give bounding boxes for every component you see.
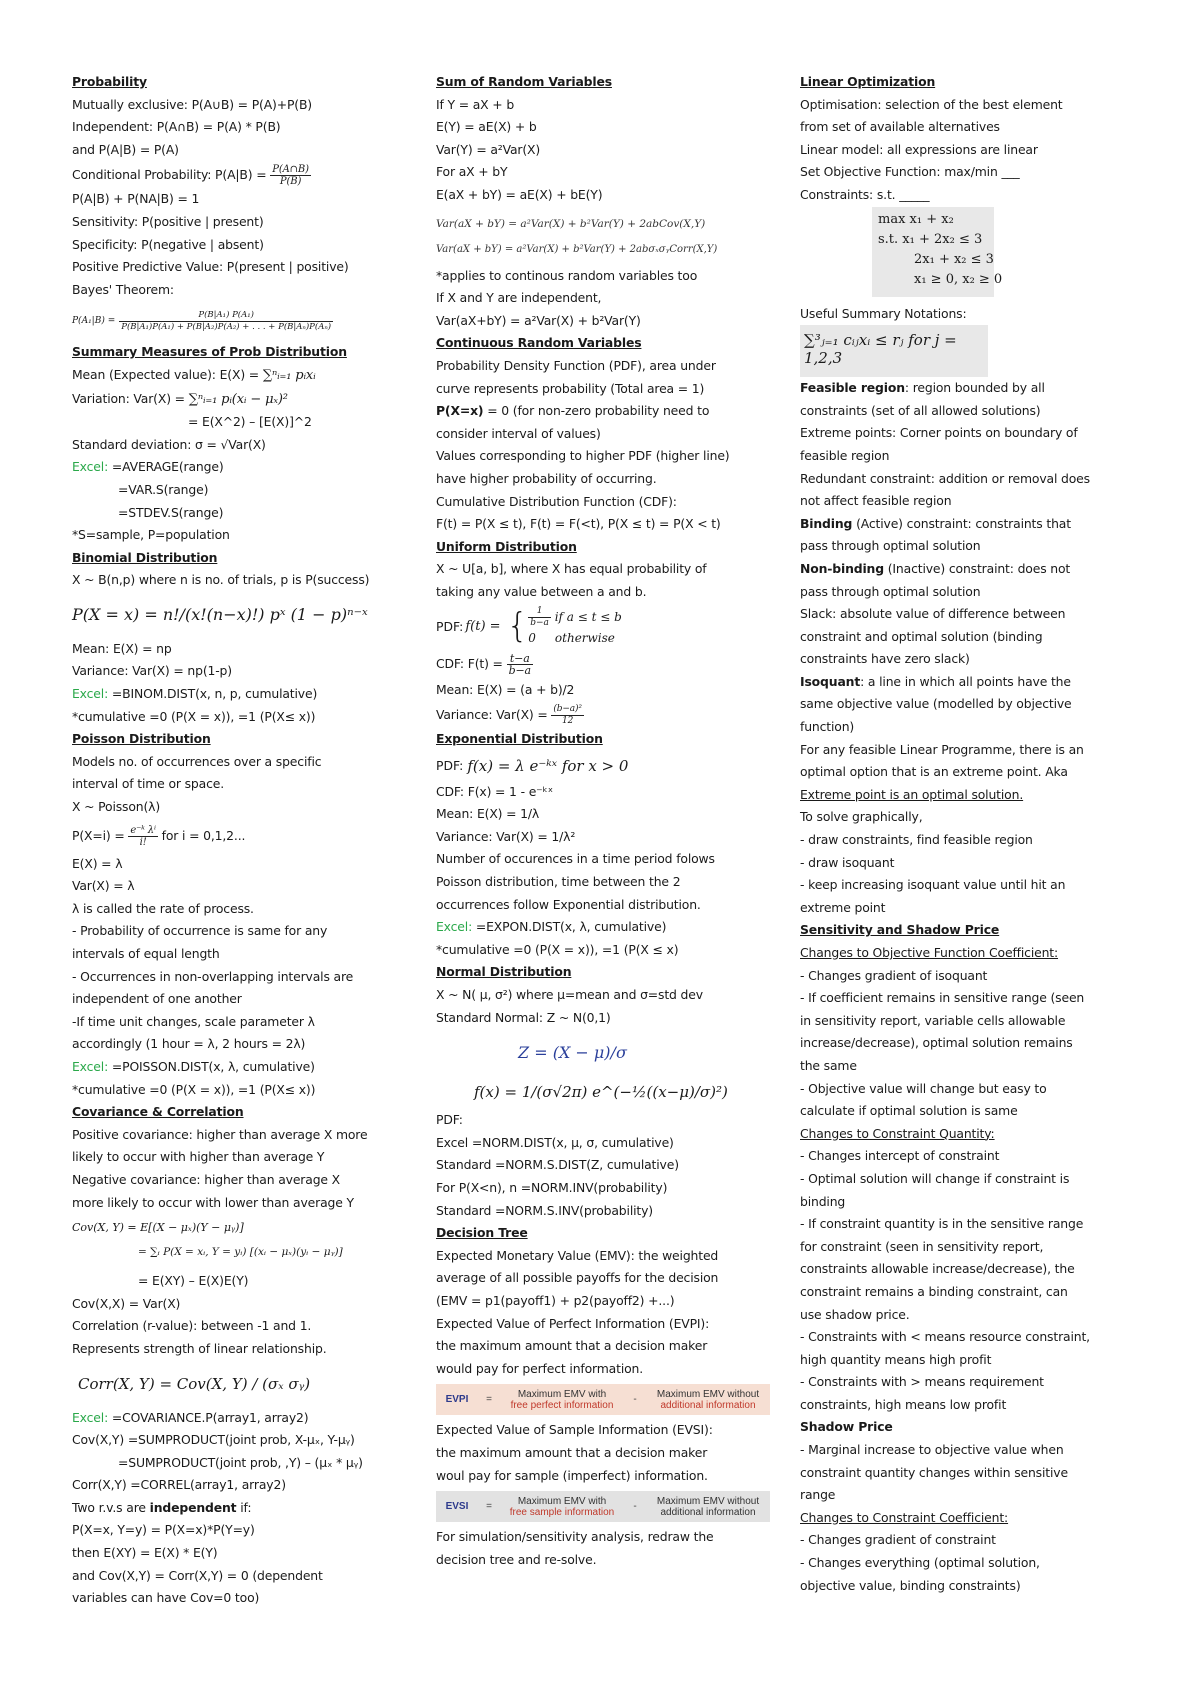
text-line: Independent: P(A∩B) = P(A) * P(B) (72, 119, 281, 135)
text: PDF: (436, 758, 464, 774)
numerator: t−a (507, 653, 533, 665)
text-line: Represents strength of linear relationship. (72, 1340, 327, 1356)
text-line: Standard =NORM.S.INV(probability) (436, 1202, 653, 1218)
emv-without-info (646, 1496, 770, 1518)
text-line: pass through optimal solution (800, 538, 981, 554)
text-line: - Occurrences in non-overlapping intervals are (72, 968, 354, 984)
text: : region bounded by all (904, 380, 1045, 396)
text-line: - draw constraints, find feasible region (800, 832, 1033, 848)
formula: P(X = x) = n!/(x!(n−x)!) pˣ (1 − p)ⁿ⁻ˣ (72, 605, 368, 625)
variance-sum-formula (436, 207, 781, 265)
numerator: P(B|A₁) P(A₁) (119, 310, 333, 322)
text-line: Corr(X,Y) =CORREL(array1, array2) (72, 1477, 286, 1493)
text-line: Negative covariance: higher than average X (72, 1171, 341, 1187)
formula: ∑ⁿᵢ₌₁ pᵢxᵢ (262, 367, 316, 383)
text-line: pass through optimal solution (800, 583, 981, 599)
fraction (551, 704, 583, 727)
text-line (72, 1407, 417, 1430)
text-line: Expected Value of Perfect Information (EVPI): (436, 1315, 710, 1331)
text-line: and P(A|B) = P(A) (72, 141, 179, 157)
text-line: If X and Y are independent, (436, 290, 602, 306)
text-line: Extreme point is an optimal solution. (800, 786, 1024, 802)
formula: Z = (X − μ)/σ (518, 1042, 627, 1062)
text-line (800, 558, 1145, 581)
text-line: Var(X) = λ (72, 878, 135, 894)
text-line: intervals of equal length (72, 946, 220, 961)
text-line: *applies to continous random variables too (436, 267, 698, 283)
heading-poisson: Poisson Distribution (72, 731, 211, 747)
text-line: Expected Value of Sample Information (EVSI): (436, 1422, 713, 1438)
formula: ∑³ⱼ₌₁ cᵢⱼxᵢ ≤ rⱼ for j = 1,2,3 (804, 331, 957, 368)
emv-with-info (500, 1389, 624, 1411)
text: CDF: F(t) = (436, 656, 507, 672)
text: P(X=i) = (72, 827, 129, 843)
text-line: - Changes gradient of constraint (800, 1532, 996, 1548)
text-line: Models no. of occurrences over a specific (72, 753, 322, 769)
cell-line: additional information (660, 1399, 756, 1411)
poisson-pmf-line (72, 819, 417, 853)
cell-line: free perfect information (510, 1399, 614, 1411)
text: if: (236, 1499, 252, 1515)
evpi-formula (436, 1384, 770, 1415)
numerator: 1 (528, 606, 551, 618)
text-line: If Y = aX + b (436, 96, 515, 112)
text-line: and Cov(X,Y) = Corr(X,Y) = 0 (dependent (72, 1567, 323, 1583)
fraction (128, 825, 157, 848)
text-line: then E(XY) = E(X) * E(Y) (72, 1545, 218, 1561)
text-line (72, 1056, 417, 1079)
heading-exponential: Exponential Distribution (436, 731, 603, 747)
text: (Active) constraint: constraints that (852, 515, 1071, 531)
text: = 0 (for non-zero probability need to (483, 403, 710, 419)
text-line: high quantity means high profit (800, 1351, 992, 1367)
binomial-formula (72, 592, 417, 638)
text: : a line in which all points have the (860, 673, 1071, 689)
text-line: Cov(X,Y) =SUMPRODUCT(joint prob, X-μₓ, Y-μᵧ) (72, 1432, 355, 1448)
subheading-objective-coefficient: Changes to Objective Function Coefficient: (800, 945, 1059, 960)
heading-decision-tree: Decision Tree (436, 1225, 528, 1241)
lp-constraint: x₁ ≥ 0, x₂ ≥ 0 (914, 271, 1003, 287)
text-line: woul pay for sample (imperfect) information. (436, 1467, 708, 1483)
emphasis: independent (149, 1499, 237, 1515)
text-line (436, 400, 781, 423)
text-line: λ is called the rate of process. (72, 900, 254, 916)
text: Mean (Expected value): E(X) = (72, 366, 263, 382)
text-line: Mutually exclusive: P(A∪B) = P(A)+P(B) (72, 96, 312, 112)
formula: f(x) = λ e⁻ᵏˣ for x > 0 (467, 756, 629, 775)
text-line: Specificity: P(negative | absent) (72, 236, 264, 252)
text-line: - If coefficient remains in sensitive range (seen (800, 990, 1085, 1006)
heading-uniform: Uniform Distribution (436, 538, 577, 554)
text: Variance: Var(X) = (436, 707, 552, 723)
excel-label: Excel: (72, 1058, 109, 1074)
text: =BINOM.DIST(x, n, p, cumulative) (108, 686, 318, 702)
heading-sensitivity: Sensitivity and Shadow Price (800, 922, 1000, 938)
lp-constraint: s.t. x₁ + 2x₂ ≤ 3 (878, 231, 983, 247)
subheading-constraint-quantity: Changes to Constraint Quantity: (800, 1125, 995, 1141)
text-line: in sensitivity report, variable cells allowable (800, 1012, 1066, 1028)
text-line: *cumulative =0 (P(X = x)), =1 (P(X ≤ x) (436, 941, 679, 957)
text-line: Cumulative Distribution Function (CDF): (436, 493, 677, 509)
text-line: constraints have zero slack) (800, 651, 970, 667)
heading-linear-optimization: Linear Optimization (800, 74, 936, 89)
correlation-formula (72, 1361, 417, 1407)
text-line: (EMV = p1(payoff1) + p2(payoff2) +...) (436, 1292, 675, 1308)
text-line: = E(XY) – E(X)E(Y) (138, 1273, 249, 1289)
text: Variation: Var(X) = (72, 390, 189, 406)
text-line: use shadow price. (800, 1306, 910, 1322)
text-line: feasible region (800, 447, 890, 463)
text-line: - keep increasing isoquant value until hit an (800, 877, 1066, 893)
text-line: X ~ U[a, b], where X has equal probability of (436, 561, 707, 577)
column-2 (436, 71, 781, 1571)
text-line: accordingly (1 hour = λ, 2 hours = 2λ) (72, 1036, 306, 1052)
text-line: decision tree and re-solve. (436, 1551, 597, 1567)
cases (528, 606, 622, 647)
text-line: consider interval of values) (436, 425, 601, 441)
text-line: Mean: E(X) = np (72, 640, 172, 656)
text-line: variables can have Cov=0 too) (72, 1590, 260, 1606)
exponential-pdf (436, 751, 781, 781)
emv-with-info (500, 1496, 624, 1518)
text-line: Expected Monetary Value (EMV): the weighted (436, 1247, 719, 1263)
text-line: Optimisation: selection of the best element (800, 96, 1063, 112)
minus-sign: - (633, 1501, 637, 1513)
text: PDF: (436, 618, 464, 634)
text-line: Var(aX+bY) = a²Var(X) + b²Var(Y) (436, 312, 641, 328)
text-line (800, 377, 1145, 400)
emv-without-info (646, 1389, 770, 1411)
text-line: = E(X^2) – [E(X)]^2 (188, 414, 312, 430)
text-line: Values corresponding to higher PDF (higher line) (436, 448, 730, 464)
text-line: E(X) = λ (72, 855, 123, 871)
text-line: Standard deviation: σ = √Var(X) (72, 436, 266, 452)
covariance-formula (72, 1214, 417, 1270)
summary-notation-box (800, 325, 988, 377)
text-line: Bayes' Theorem: (72, 281, 174, 297)
text-line: Correlation (r-value): between -1 and 1. (72, 1318, 312, 1334)
text-line: - draw isoquant (800, 854, 895, 870)
text-line: =SUMPRODUCT(joint prob, ,Y) – (μₓ * μᵧ) (118, 1454, 363, 1470)
denominator: b−a (508, 664, 531, 678)
evsi-label: EVSI (445, 1501, 469, 1513)
text: for i = 0,1,2... (157, 827, 246, 843)
text-line: average of all possible payoffs for the decision (436, 1270, 719, 1286)
excel-label: Excel: (72, 459, 109, 475)
text-line: E(Y) = aE(X) + b (436, 119, 537, 135)
text-line: Variance: Var(X) = np(1-p) (72, 663, 232, 679)
emphasis: Isoquant (800, 673, 861, 689)
text-line: Mean: E(X) = 1/λ (436, 806, 540, 822)
cell-line: Maximum EMV with (517, 1388, 607, 1400)
text-line: Standard =NORM.S.DIST(Z, cumulative) (436, 1157, 679, 1173)
text-line: independent of one another (72, 991, 242, 1007)
text-line: function) (800, 719, 855, 735)
excel-label: Excel: (72, 1409, 109, 1425)
text-line: For any feasible Linear Programme, there is an (800, 741, 1084, 757)
evsi-formula (436, 1491, 770, 1522)
text-line: Set Objective Function: max/min ___ (800, 164, 1020, 180)
text-line: X ~ Poisson(λ) (72, 799, 161, 815)
text-line: constraint remains a binding constraint, can (800, 1283, 1068, 1299)
formula: ∑ⁿᵢ₌₁ pᵢ(xᵢ − μₓ)² (188, 391, 288, 407)
excel-label: Excel: (436, 919, 473, 935)
fraction (270, 164, 311, 187)
equals-sign: = (486, 1501, 492, 1513)
text-line: occurrences follow Exponential distribution. (436, 896, 701, 912)
text-line (72, 388, 417, 412)
emphasis: Binding (800, 515, 853, 531)
normal-pdf-formula (436, 1075, 781, 1109)
text-line: =VAR.S(range) (118, 481, 209, 497)
text-line (436, 916, 781, 939)
formula-line: Var(aX + bY) = a²Var(X) + b²Var(Y) + 2abCov(X,Y) (436, 217, 706, 230)
formula: f(t) = (465, 618, 501, 634)
text-line: Positive covariance: higher than average X more (72, 1126, 368, 1142)
text-line: the same (800, 1057, 857, 1073)
text-line: *cumulative =0 (P(X = x)), =1 (P(X≤ x)) (72, 708, 316, 724)
denominator: 12 (562, 716, 574, 727)
fraction (528, 606, 551, 629)
text-line: - Constraints with > means requirement (800, 1374, 1044, 1390)
case: 0 otherwise (528, 630, 615, 645)
lp-example-box (872, 207, 1003, 297)
heading-binomial: Binomial Distribution (72, 549, 218, 565)
heading-covariance: Covariance & Correlation (72, 1104, 244, 1120)
conditional-probability-line (72, 161, 417, 188)
text-line (72, 1497, 417, 1520)
text-line: - Optimal solution will change if constraint is (800, 1170, 1070, 1186)
text-line (72, 364, 417, 388)
text-line: increase/decrease), optimal solution remains (800, 1035, 1073, 1051)
text-line: - Objective value will change but easy to (800, 1080, 1047, 1096)
column-3 (800, 71, 1145, 1597)
text: =COVARIANCE.P(array1, array2) (108, 1409, 309, 1425)
text-line: not affect feasible region (800, 493, 952, 509)
lp-objective: max x₁ + x₂ (878, 211, 954, 227)
minus-sign: - (633, 1394, 637, 1406)
equals-sign: = (486, 1394, 492, 1406)
text: =EXPON.DIST(x, λ, cumulative) (472, 919, 667, 935)
text-line (72, 456, 417, 479)
cell-line: additional information (660, 1506, 756, 1518)
subheading-constraint-coefficient: Changes to Constraint Coefficient: (800, 1509, 1009, 1525)
text-line: would pay for perfect information. (436, 1360, 644, 1376)
column-1 (72, 71, 417, 1610)
text-line: the maximum amount that a decision maker (436, 1338, 708, 1354)
text-line: binding (800, 1193, 846, 1209)
text-line: constraint and optimal solution (binding (800, 628, 1043, 644)
numerator: P(A∩B) (272, 164, 309, 176)
bayes-fraction (119, 310, 333, 333)
text: =AVERAGE(range) (108, 459, 224, 475)
text-line: X ~ B(n,p) where n is no. of trials, p is P(success) (72, 572, 370, 588)
text-line: Cov(X,X) = Var(X) (72, 1295, 181, 1311)
text-line: Number of occurences in a time period folows (436, 851, 715, 867)
formula-line: Cov(X, Y) = E[(X − μₓ)(Y − μᵧ)] (72, 1221, 244, 1235)
cdf-line (436, 649, 781, 679)
numerator: e⁻ᵏ λⁱ (130, 824, 156, 836)
text-line: Slack: absolute value of difference between (800, 606, 1066, 622)
text-line: Linear model: all expressions are linear (800, 141, 1038, 157)
heading-probability: Probability (72, 74, 147, 89)
text-line: PDF: (436, 1112, 463, 1128)
heading-normal: Normal Distribution (436, 964, 572, 980)
emphasis: P(X=x) (436, 403, 484, 419)
text-line: more likely to occur with lower than average Y (72, 1194, 354, 1210)
heading-continuous: Continuous Random Variables (436, 335, 642, 351)
formula: Corr(X, Y) = Cov(X, Y) / (σₓ σᵧ) (78, 1374, 311, 1393)
text-line: constraint quantity changes within sensitive (800, 1464, 1068, 1480)
text-line: Positive Predictive Value: P(present | positive) (72, 259, 349, 275)
text-line: *S=sample, P=population (72, 527, 230, 543)
denominator: b−a (530, 617, 549, 628)
fraction (507, 653, 533, 676)
text-line: E(aX + bY) = aE(X) + bE(Y) (436, 186, 603, 202)
text-line: CDF: F(x) = 1 - e⁻ᵏˣ (436, 783, 554, 799)
text-line: taking any value between a and b. (436, 583, 647, 599)
text-line: For P(X<n), n =NORM.INV(probability) (436, 1179, 668, 1195)
text-line: same objective value (modelled by objective (800, 696, 1072, 712)
text-line: - Marginal increase to objective value when (800, 1442, 1064, 1458)
text-line: from set of available alternatives (800, 119, 1000, 135)
heading-sum-random-variables: Sum of Random Variables (436, 74, 612, 89)
text-line: Constraints: s.t. _____ (800, 186, 930, 202)
text: Two r.v.s are (72, 1499, 150, 1515)
variance-line (436, 702, 781, 728)
text-line: Sensitivity: P(positive | present) (72, 213, 264, 229)
denominator: P(B) (279, 176, 302, 188)
text: Conditional Probability: P(A|B) = (72, 167, 271, 183)
z-formula (436, 1029, 781, 1075)
text-line: interval of time or space. (72, 776, 224, 792)
text: (Inactive) constraint: does not (883, 560, 1071, 576)
cell-line: free sample information (509, 1506, 615, 1518)
text-line: To solve graphically, (800, 809, 923, 825)
text-line: the maximum amount that a decision maker (436, 1444, 708, 1460)
text-line: likely to occur with higher than average Y (72, 1149, 325, 1165)
denominator: i! (139, 836, 147, 848)
text-line (72, 683, 417, 706)
text-line: - If constraint quantity is in the sensitive range (800, 1216, 1084, 1232)
formula-line: = ∑ᵢ P(X = xᵢ, Y = yᵢ) [(xᵢ − μₓ)(yᵢ − μᵧ)] (138, 1246, 343, 1259)
numerator: (b−a)² (553, 704, 582, 715)
text-line: - Changes intercept of constraint (800, 1148, 1000, 1164)
heading-summary-measures: Summary Measures of Prob Distribution (72, 344, 347, 360)
condition: if a ≤ t ≤ b (550, 609, 622, 624)
text: =POISSON.DIST(x, λ, cumulative) (108, 1058, 315, 1074)
text-line: Extreme points: Corner points on boundary of (800, 425, 1078, 441)
text-line: Excel =NORM.DIST(x, μ, σ, cumulative) (436, 1134, 674, 1150)
text-line: *cumulative =0 (P(X = x)), =1 (P(X≤ x)) (72, 1081, 316, 1097)
text-line: - Changes gradient of isoquant (800, 967, 988, 983)
text-line: constraints allowable increase/decrease), the (800, 1261, 1075, 1277)
text-line: For aX + bY (436, 164, 508, 180)
text-line: - Probability of occurrence is same for any (72, 923, 328, 939)
text-line: For simulation/sensitivity analysis, redraw the (436, 1529, 714, 1545)
emphasis: Feasible region (800, 380, 905, 396)
text-line: Useful Summary Notations: (800, 305, 967, 321)
text-line: Mean: E(X) = (a + b)/2 (436, 682, 575, 698)
cell-line: Maximum EMV without (656, 1388, 760, 1400)
text-line: optimal option that is an extreme point. Aka (800, 764, 1068, 780)
text-line: calculate if optimal solution is same (800, 1103, 1018, 1119)
text-line: - Changes everything (optimal solution, (800, 1555, 1040, 1571)
text-line: Var(Y) = a²Var(X) (436, 141, 541, 157)
text-line: have higher probability of occurring. (436, 470, 657, 486)
formula: f(x) = 1/(σ√2π) e^(−½((x−μ)/σ)²) (474, 1083, 728, 1102)
lp-constraint: 2x₁ + x₂ ≤ 3 (914, 251, 994, 267)
text-line: X ~ N( μ, σ²) where μ=mean and σ=std dev (436, 987, 703, 1002)
brace: { (506, 606, 529, 647)
heading-shadow-price: Shadow Price (800, 1419, 893, 1435)
text-line: =STDEV.S(range) (118, 504, 224, 520)
text-line: constraints, high means low profit (800, 1396, 1007, 1412)
formula-line: Var(aX + bY) = a²Var(X) + b²Var(Y) + 2abσₓσᵧCorr(X,Y) (436, 243, 718, 255)
text-line: P(A|B) + P(NA|B) = 1 (72, 191, 200, 207)
cell-line: Maximum EMV without (656, 1495, 760, 1507)
text-line: extreme point (800, 899, 886, 915)
emphasis: Non-binding (800, 560, 884, 576)
text-line: objective value, binding constraints) (800, 1577, 1021, 1593)
text-line: constraints (set of all allowed solutions) (800, 402, 1041, 418)
bayes-formula (72, 301, 417, 341)
text-line: - Constraints with < means resource constraint, (800, 1329, 1090, 1345)
text-line: Redundant constraint: addition or removal does (800, 470, 1090, 486)
denominator: P(B|A₁)P(A₁) + P(B|A₂)P(A₂) + . . . + P(B|Aₙ)P(Aₙ) (121, 321, 332, 332)
text-line: curve represents probability (Total area = 1) (436, 380, 705, 396)
cell-line: Maximum EMV with (517, 1495, 607, 1507)
text-line (800, 671, 1145, 694)
text-line: Poisson distribution, time between the 2 (436, 874, 681, 890)
uniform-pdf (436, 603, 781, 649)
text-line: P(X=x, Y=y) = P(X=x)*P(Y=y) (72, 1522, 255, 1538)
text-line: Variance: Var(X) = 1/λ² (436, 828, 576, 844)
bayes-lhs: P(A₁|B) = (72, 316, 116, 327)
text-line: range (800, 1487, 836, 1503)
text-line: for constraint (seen in sensitivity report, (800, 1238, 1044, 1254)
text-line: F(t) = P(X ≤ t), F(t) = F(<t), P(X ≤ t) = P(X < t) (436, 516, 721, 532)
evpi-label: EVPI (445, 1394, 469, 1406)
text-line (800, 513, 1145, 536)
text-line: -If time unit changes, scale parameter λ (72, 1013, 315, 1029)
excel-label: Excel: (72, 686, 109, 702)
text-line: Standard Normal: Z ~ N(0,1) (436, 1009, 611, 1025)
text-line: Probability Density Function (PDF), area under (436, 357, 716, 373)
